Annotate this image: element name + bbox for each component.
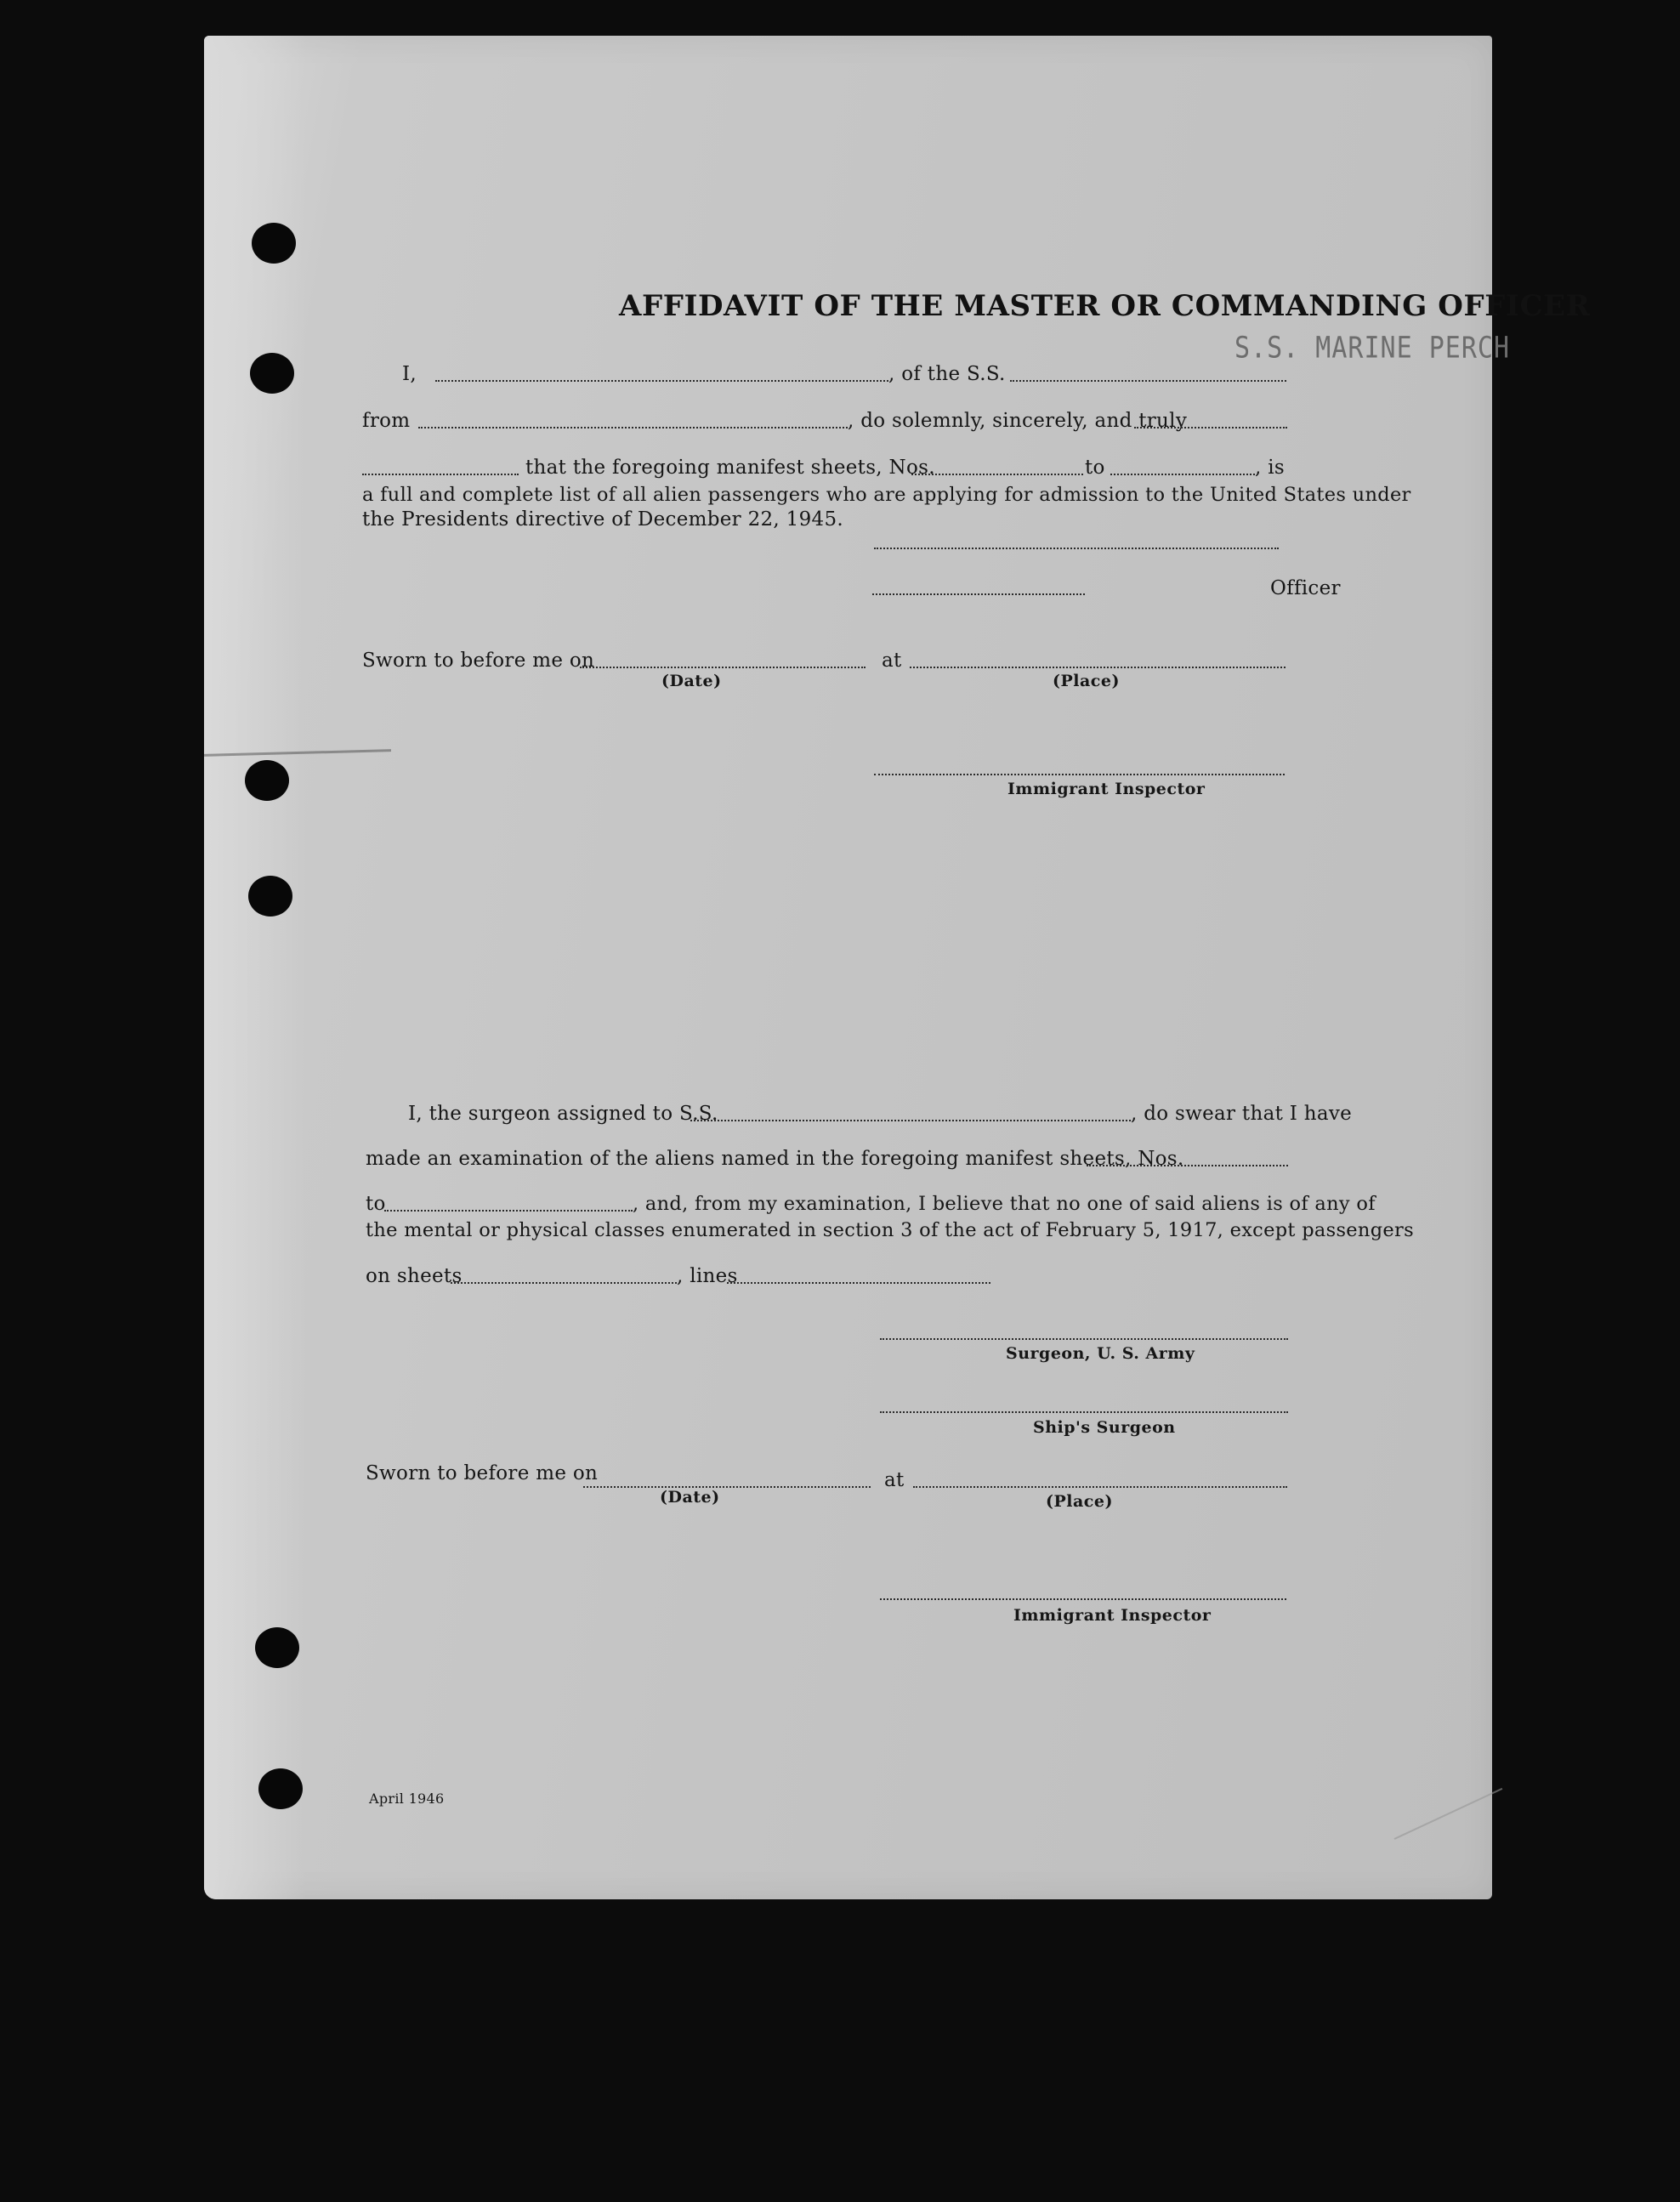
page-title: AFFIDAVIT OF THE MASTER OR COMMANDING OFFICER bbox=[619, 289, 1591, 323]
master-date-caption: (Date) bbox=[661, 672, 722, 690]
surgeon-nos-from-field[interactable] bbox=[1087, 1165, 1288, 1166]
punch-hole bbox=[245, 760, 289, 801]
punch-hole bbox=[255, 1627, 299, 1668]
master-swear-field[interactable] bbox=[1134, 427, 1287, 428]
surgeon-at-label: at bbox=[884, 1469, 905, 1491]
punch-hole bbox=[258, 1768, 303, 1809]
surgeon-ship-field[interactable] bbox=[690, 1120, 1131, 1121]
master-swear-label: , do solemnly, sincerely, and truly bbox=[848, 410, 1188, 432]
officer-signature-line-2[interactable] bbox=[872, 593, 1085, 595]
surgeon-inspector-label: Immigrant Inspector bbox=[1013, 1606, 1212, 1625]
surgeon-sworn-label: Sworn to before me on bbox=[366, 1462, 599, 1484]
ship-name-stamp: S.S. MARINE PERCH bbox=[1234, 331, 1511, 366]
ship-surgeon-label: Ship's Surgeon bbox=[1033, 1418, 1176, 1437]
surgeon-inspector-line[interactable] bbox=[880, 1598, 1286, 1600]
master-manifest-label: that the foregoing manifest sheets, Nos. bbox=[525, 457, 935, 479]
surgeon-sworn-place-field[interactable] bbox=[913, 1486, 1287, 1488]
master-i-label: I, bbox=[402, 363, 417, 385]
surgeon-nos-to-field[interactable] bbox=[384, 1210, 633, 1212]
surgeon-lines-field[interactable] bbox=[727, 1282, 990, 1284]
surgeon-line1-b: , do swear that I have bbox=[1131, 1103, 1353, 1125]
master-oath-field[interactable] bbox=[362, 474, 519, 475]
page-binding-edge bbox=[204, 36, 306, 1899]
master-at-label: at bbox=[882, 650, 902, 672]
master-sworn-date-field[interactable] bbox=[580, 667, 866, 668]
surgeon-line1-a: I, the surgeon assigned to S.S. bbox=[408, 1103, 718, 1125]
surgeon-line2: made an examination of the aliens named in the foregoing manifest sheets, Nos. bbox=[366, 1148, 1184, 1170]
master-nos-to-field[interactable] bbox=[1110, 474, 1255, 475]
punch-hole bbox=[248, 876, 292, 917]
master-from-label: from bbox=[362, 410, 411, 432]
surgeon-line4: the mental or physical classes enumerated in section 3 of the act of February 5, 1917, except passengers bbox=[366, 1219, 1414, 1241]
master-nos-from-field[interactable] bbox=[911, 474, 1083, 475]
scratch-mark bbox=[1394, 1788, 1503, 1840]
master-inspector-label: Immigrant Inspector bbox=[1007, 780, 1206, 798]
surgeon-to-label: to bbox=[366, 1193, 386, 1215]
master-name-field[interactable] bbox=[435, 380, 888, 382]
affidavit-page bbox=[204, 36, 1591, 1899]
master-sworn-label: Sworn to before me on bbox=[362, 650, 595, 672]
master-is-label: , is bbox=[1255, 457, 1285, 479]
army-surgeon-label: Surgeon, U. S. Army bbox=[1006, 1344, 1195, 1363]
officer-signature-line-1[interactable] bbox=[874, 548, 1279, 549]
surgeon-sheets-field[interactable] bbox=[451, 1282, 677, 1284]
ship-surgeon-signature-line[interactable] bbox=[880, 1411, 1288, 1413]
surgeon-place-caption: (Place) bbox=[1046, 1492, 1113, 1511]
master-statement-line5: the Presidents directive of December 22, 1945. bbox=[362, 508, 844, 531]
army-surgeon-signature-line[interactable] bbox=[880, 1338, 1288, 1340]
surgeon-date-caption: (Date) bbox=[660, 1488, 720, 1507]
master-ship-field[interactable] bbox=[1010, 380, 1286, 382]
master-statement-line4: a full and complete list of all alien passengers who are applying for admission to the United States under bbox=[362, 484, 1411, 506]
form-date-footer: April 1946 bbox=[369, 1791, 445, 1807]
master-ship-label: , of the S.S. bbox=[888, 363, 1006, 385]
surgeon-sheets-label: on sheets bbox=[366, 1265, 463, 1287]
punch-hole bbox=[250, 353, 294, 394]
officer-label: Officer bbox=[1270, 577, 1341, 599]
surgeon-lines-label: , lines bbox=[677, 1265, 738, 1287]
master-place-caption: (Place) bbox=[1053, 672, 1120, 690]
surgeon-line3-rest: , and, from my examination, I believe that no one of said aliens is of any of bbox=[633, 1193, 1376, 1215]
surgeon-sworn-date-field[interactable] bbox=[583, 1486, 871, 1488]
master-sworn-place-field[interactable] bbox=[910, 667, 1286, 668]
master-from-field[interactable] bbox=[418, 427, 848, 428]
master-inspector-line[interactable] bbox=[874, 774, 1285, 775]
master-to-label: to bbox=[1085, 457, 1105, 479]
punch-hole bbox=[252, 223, 296, 264]
